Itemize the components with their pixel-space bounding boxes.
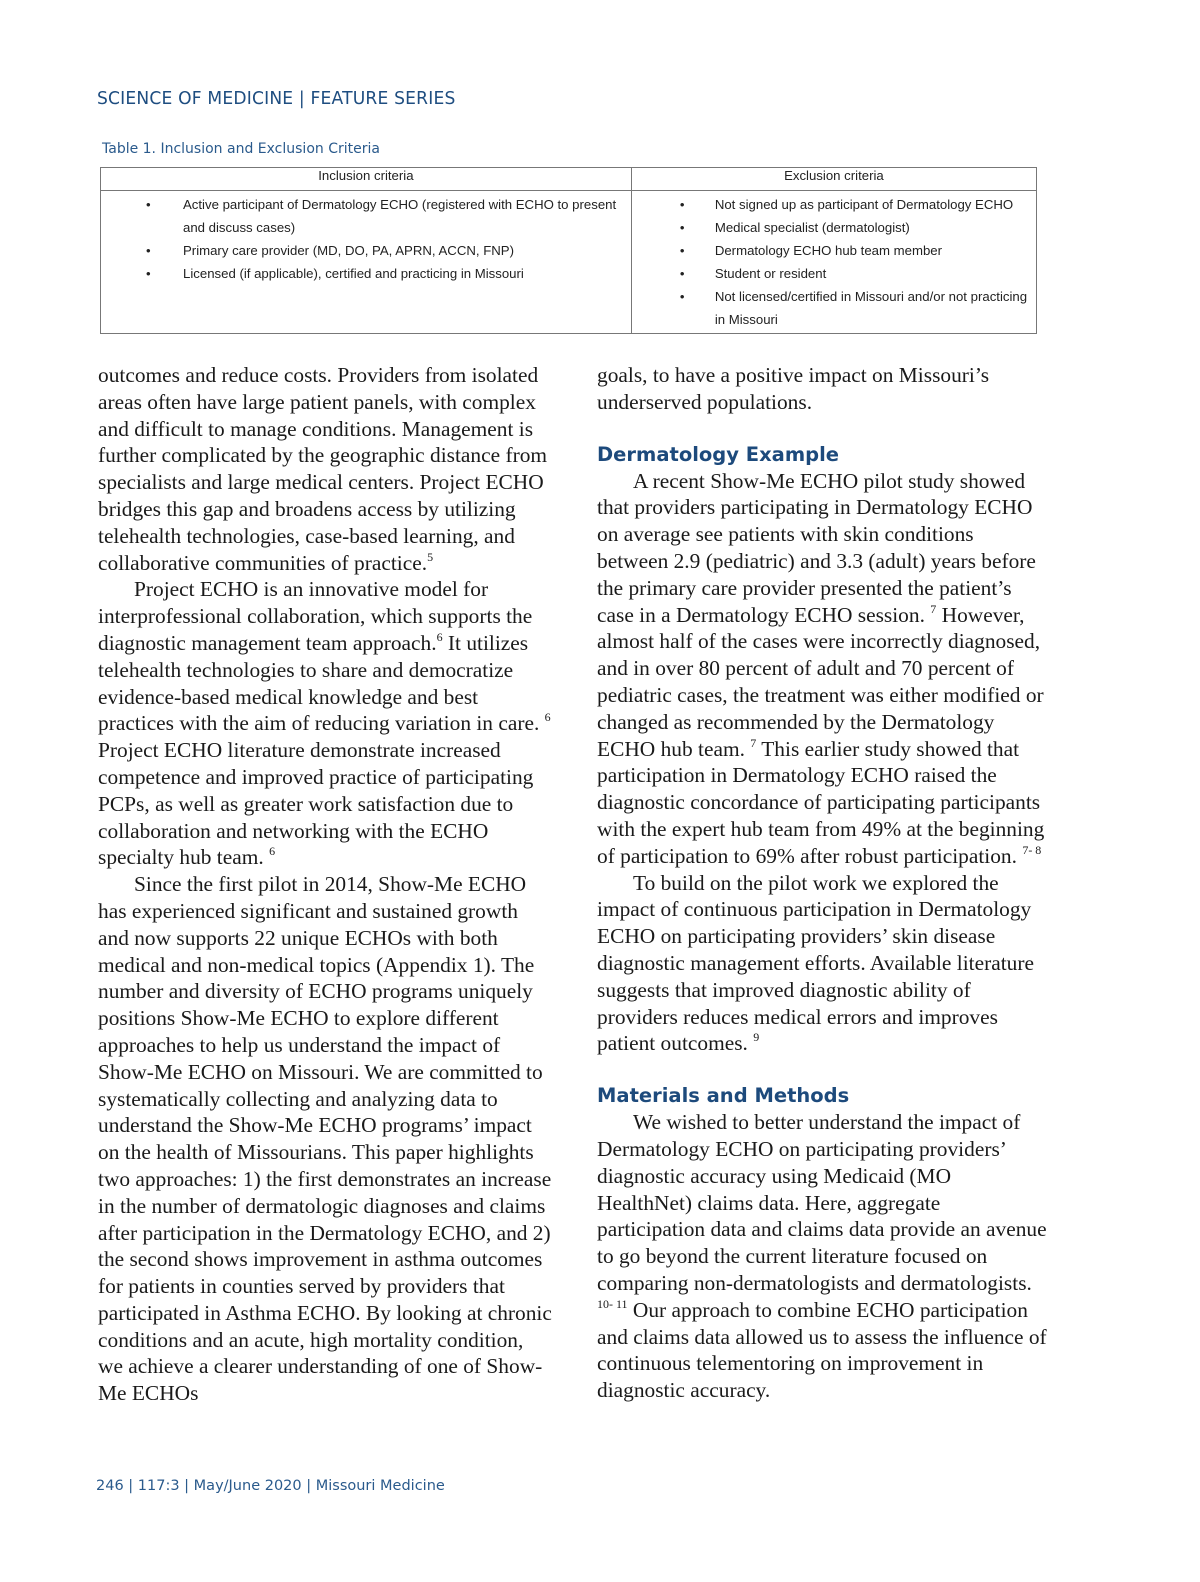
list-item: • Student or resident [632, 262, 1036, 285]
exclusion-list [632, 193, 1036, 331]
right-column [597, 362, 1047, 1404]
list-item: • Dermatology ECHO hub team member [632, 239, 1036, 262]
criteria-table [100, 167, 1037, 334]
reference-superscript: 7 [750, 735, 757, 750]
running-head: SCIENCE OF MEDICINE | FEATURE SERIES [97, 88, 456, 109]
reference-superscript: 5 [427, 549, 434, 564]
bullet-icon: • [146, 266, 151, 281]
inclusion-header: Inclusion criteria [101, 168, 632, 191]
inclusion-list [101, 193, 631, 285]
bullet-icon: • [679, 220, 685, 235]
reference-superscript: 6 [544, 710, 551, 725]
reference-superscript: 6 [436, 629, 443, 644]
exclusion-header: Exclusion criteria [631, 168, 1036, 191]
reference-superscript: 7- 8 [1022, 842, 1042, 857]
paragraph: Since the first pilot in 2014, Show-Me ECHO has experienced significant and sustained growth and now supports 22 unique ECHOs with both medical and non-medical topics (Appendix 1). The number and diversity of ECHO programs uniquely positions Show-Me ECHO to explore different approaches to help us understand the impact of Show-Me ECHO on Missouri. We are committed to systematically collecting and analyzing data to understand the Show-Me ECHO programs’ impact on the health of Missourians. This paper highlights two approaches: 1) the first demonstrates an increase in the number of dermatologic diagnoses and claims after participation in the Dermatology ECHO, and 2) the second shows improvement in asthma outcomes for patients in counties served by providers that participated in Asthma ECHO. By looking at chronic conditions and an acute, high mortality condition, we achieve a clearer understanding of one of Show-Me ECHOs [98, 872, 552, 1406]
paragraph: We wished to better understand the impact of Dermatology ECHO on participating providers’ diagnostic accuracy using Medicaid (MO HealthNet) claims data. Here, aggregate participation data and claims data provide an avenue to go beyond the current literature focused on comparing non-dermatologists and dermatologists. $^{10- 11}$ Our approach to combine ECHO participation and claims data allowed us to assess the influence of continuous telementoring on improvement in diagnostic accuracy. [597, 1110, 1047, 1403]
reference-superscript: 6 [269, 844, 276, 859]
list-item: • Active participant of Dermatology ECHO (registered with ECHO to present and discuss cases) [101, 193, 631, 239]
list-item: • Licensed (if applicable), certified and practicing in Missouri [101, 262, 631, 285]
list-item: • Primary care provider (MD, DO, PA, APRN, ACCN, FNP) [101, 239, 631, 262]
reference-superscript: 10- 11 [597, 1296, 628, 1311]
reference-superscript: 7 [930, 601, 937, 616]
bullet-icon: • [146, 197, 151, 212]
list-item: • Not licensed/certified in Missouri and/or not practicing in Missouri [632, 285, 1036, 331]
bullet-icon: • [679, 243, 685, 258]
paragraph: Project ECHO is an innovative model for interprofessional collaboration, which supports the diagnostic management team approach.$^6$ It utilizes telehealth technologies to share and democratize evidence-based medical knowledge and best practices with the aim of reducing variation in care. $^6$ Project ECHO literature demonstrate increased competence and improved practice of participating PCPs, as well as greater work satisfaction due to collaboration and networking with the ECHO specialty hub team. $^6$ [98, 577, 551, 870]
bullet-icon: • [679, 197, 685, 212]
list-item: • Not signed up as participant of Dermatology ECHO [632, 193, 1036, 216]
exclusion-cell [631, 191, 1036, 334]
paragraph: To build on the pilot work we explored the impact of continuous participation in Dermatology ECHO on participating providers’ skin disease diagnostic management efforts. Available literature suggests that improved diagnostic ability of providers reduces medical errors and improves patient outcomes. $^9$ [597, 870, 1034, 1056]
left-column [98, 362, 553, 1407]
paragraph: A recent Show-Me ECHO pilot study showed that providers participating in Dermatology ECHO on average see patients with skin conditions between 2.9 (pediatric) and 3.3 (adult) years before the primary care provider presented the patient’s case in a Dermatology ECHO session. $^7$ However, almost half of the cases were incorrectly diagnosed, and in over 80 percent of adult and 70 percent of pediatric cases, the treatment was either modified or changed as recommended by the Dermatology ECHO hub team. $^7$ This earlier study showed that participation in Dermatology ECHO raised the diagnostic concordance of participating participants with the expert hub team from 49% at the beginning of participation to 69% after robust participation. $^{7- 8}$ [597, 468, 1045, 868]
section-heading: Materials and Methods [597, 1084, 850, 1108]
page-footer: 246 | 117:3 | May/June 2020 | Missouri Medicine [96, 1478, 445, 1494]
list-item: • Medical specialist (dermatologist) [632, 216, 1036, 239]
reference-superscript: 9 [753, 1030, 760, 1045]
paragraph: outcomes and reduce costs. Providers from isolated areas often have large patient panels, with complex and difficult to manage conditions. Management is further complicated by the geographic distance from specialists and large medical centers. Project ECHO bridges this gap and broadens access by utilizing telehealth technologies, case-based learning, and collaborative communities of practice.$^5$ [98, 363, 548, 575]
bullet-icon: • [146, 243, 151, 258]
bullet-icon: • [679, 289, 685, 304]
section-heading: Dermatology Example [597, 442, 840, 466]
bullet-icon: • [679, 266, 685, 281]
table-caption: Table 1. Inclusion and Exclusion Criteria [102, 141, 380, 157]
paragraph: goals, to have a positive impact on Missouri’s underserved populations. [597, 363, 990, 414]
inclusion-cell [101, 191, 632, 334]
